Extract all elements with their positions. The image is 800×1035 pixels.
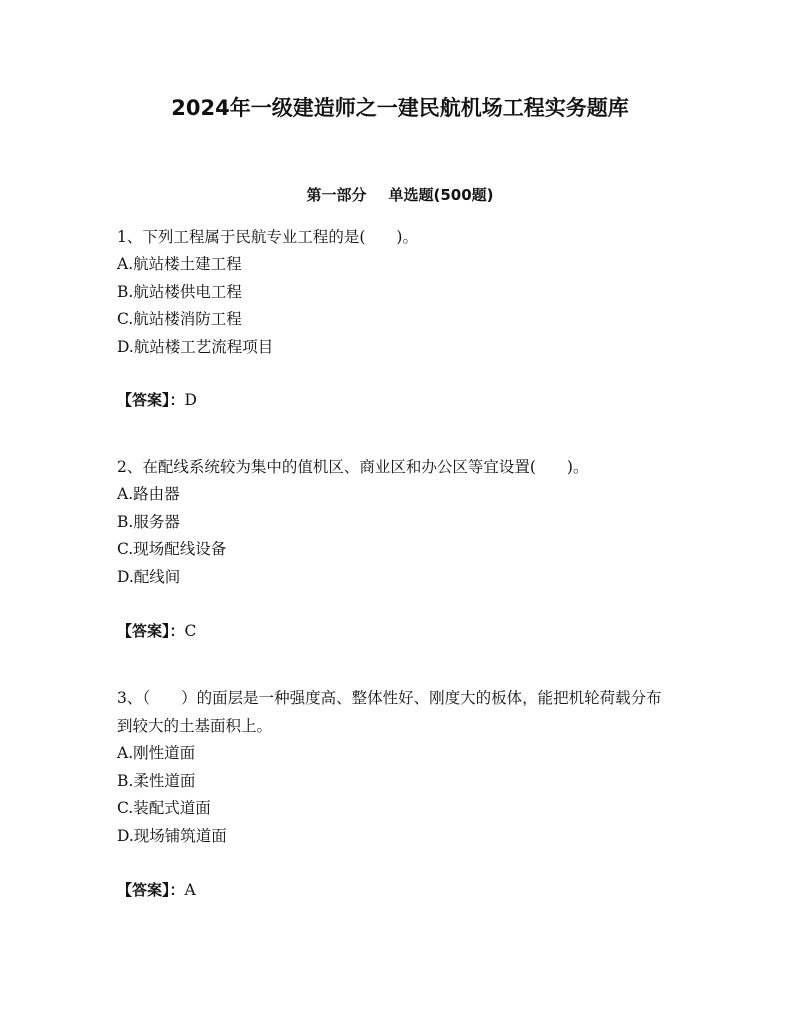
answer-value: A [184, 881, 196, 899]
section-heading [0, 182, 800, 208]
question-2 [117, 453, 677, 591]
option-c: C.现场配线设备 [117, 540, 227, 558]
section-name: 单选题(500题) [388, 186, 494, 204]
answer-3 [117, 876, 677, 904]
option-d: D.配线间 [117, 567, 181, 586]
answer-value: C [184, 622, 197, 640]
section-part: 第一部分 [306, 186, 367, 204]
answer-2 [117, 617, 677, 645]
option-c: C.航站楼消防工程 [117, 310, 242, 328]
page-title: 2024年一级建造师之一建民航机场工程实务题库 [171, 96, 629, 120]
question-stem: 2、在配线系统较为集中的值机区、商业区和办公区等宜设置( )。 [117, 458, 589, 476]
option-a: A.航站楼土建工程 [117, 255, 242, 273]
option-b: B.服务器 [117, 512, 180, 531]
answer-label: 【答案】： [117, 622, 185, 640]
answer-label: 【答案】： [117, 391, 185, 409]
option-d: D.航站楼工艺流程项目 [117, 337, 274, 356]
answer-label: 【答案】： [117, 881, 185, 899]
option-b: B.航站楼供电工程 [117, 282, 242, 301]
question-1 [117, 223, 677, 361]
question-3 [117, 684, 677, 850]
question-stem: 3、（ ）的面层是一种强度高、整体性好、刚度大的板体，能把机轮荷载分布到较大的土基面积上。 [117, 689, 662, 735]
option-d: D.现场铺筑道面 [117, 826, 227, 845]
answer-value: D [184, 391, 197, 409]
option-c: C.装配式道面 [117, 799, 211, 817]
question-stem: 1、下列工程属于民航专业工程的是( )。 [117, 228, 418, 246]
answer-1 [117, 386, 677, 414]
option-a: A.刚性道面 [117, 744, 196, 762]
option-b: B.柔性道面 [117, 771, 196, 790]
option-a: A.路由器 [117, 485, 180, 503]
